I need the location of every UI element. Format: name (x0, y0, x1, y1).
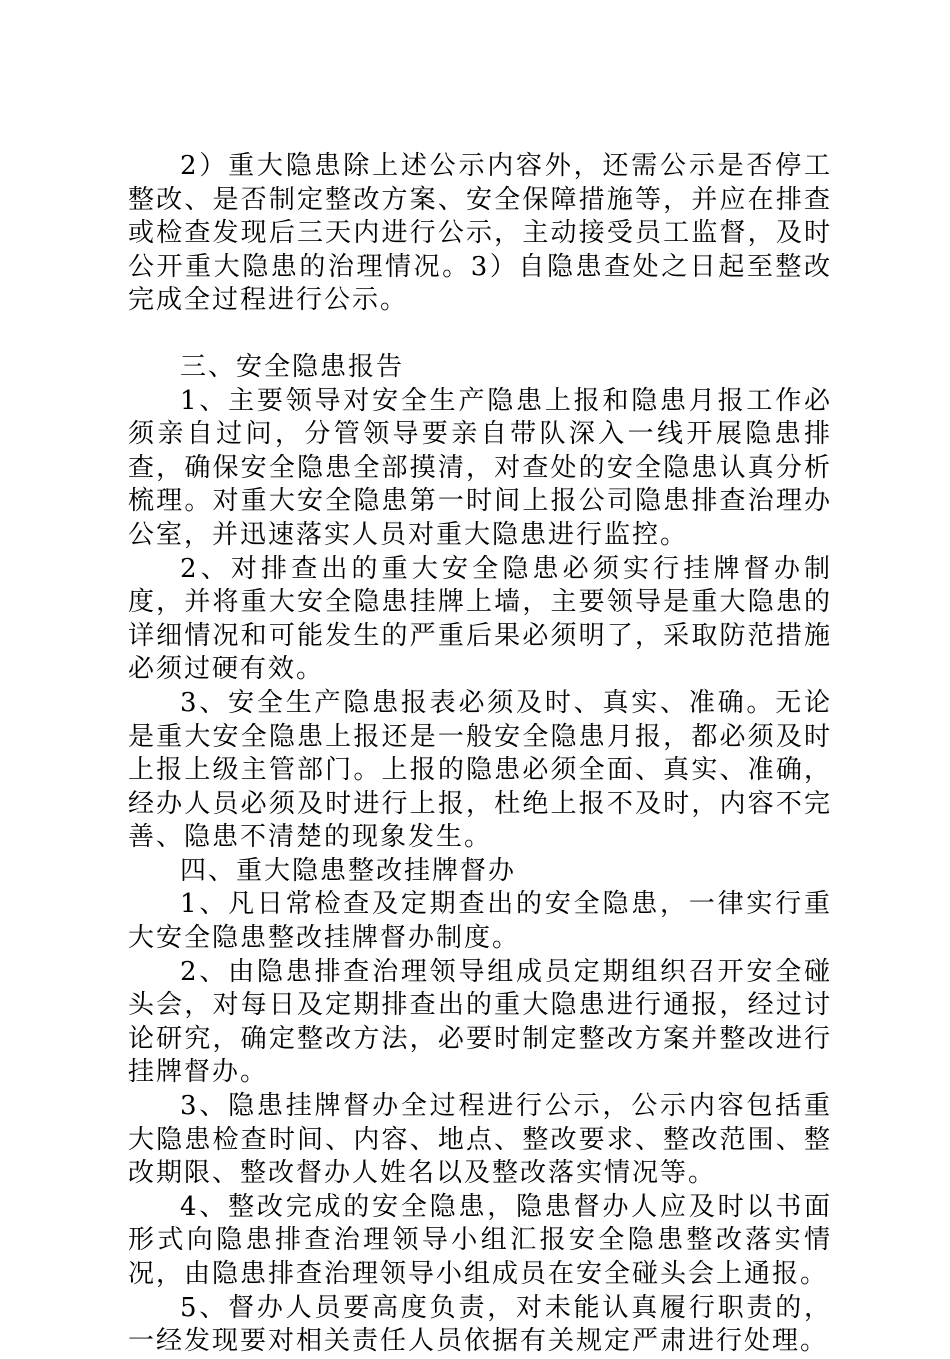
section-heading-4: 四、重大隐患整改挂牌督办 (180, 855, 517, 886)
paragraph-4-1: 1、凡日常检查及定期查出的安全隐患，一律实行重大安全隐患整改挂牌督办制度。 (128, 889, 832, 954)
paragraph-3-1: 1、主要领导对安全生产隐患上报和隐患月报工作必须亲自过问，分管领导要亲自带队深入一线开展隐患排查，确保安全隐患全部摸清，对查处的安全隐患认真分析梳理。对重大安全隐患第一时间上报公司隐患排查治理办公室，并迅速落实人员对重大隐患进行监控。 (128, 385, 832, 550)
section-heading-3: 三、安全隐患报告 (180, 351, 405, 382)
paragraph-4-3: 3、隐患挂牌督办全过程进行公示，公示内容包括重大隐患检查时间、内容、地点、整改要求、整改范围、整改期限、整改督办人姓名以及整改落实情况等。 (128, 1091, 832, 1189)
paragraph-publicity-rules: 2）重大隐患除上述公示内容外，还需公示是否停工整改、是否制定整改方案、安全保障措施等，并应在排查或检查发现后三天内进行公示，主动接受员工监督，及时公开重大隐患的治理情况。3）自隐患查处之日起至整改完成全过程进行公示。 (128, 151, 832, 316)
document-body (128, 150, 832, 1359)
paragraph-4-4: 4、整改完成的安全隐患，隐患督办人应及时以书面形式向隐患排查治理领导小组汇报安全隐患整改落实情况，由隐患排查治理领导小组成员在安全碰头会上通报。 (128, 1191, 832, 1289)
paragraph-4-5: 5、督办人员要高度负责，对未能认真履行职责的，一经发现要对相关责任人员依据有关规定严肃进行处理。 (128, 1292, 832, 1357)
paragraph-4-2: 2、由隐患排查治理领导组成员定期组织召开安全碰头会，对每日及定期排查出的重大隐患进行通报，经过讨论研究，确定整改方法，必要时制定整改方案并整改进行挂牌督办。 (128, 956, 832, 1088)
paragraph-3-3: 3、安全生产隐患报表必须及时、真实、准确。无论是重大安全隐患上报还是一般安全隐患月报，都必须及时上报上级主管部门。上报的隐患必须全面、真实、准确，经办人员必须及时进行上报，杜绝上报不及时，内容不完善、隐患不清楚的现象发生。 (128, 687, 832, 853)
paragraph-3-2: 2、对排查出的重大安全隐患必须实行挂牌督办制度，并将重大安全隐患挂牌上墙，主要领导是重大隐患的详细情况和可能发生的严重后果必须明了，采取防范措施必须过硬有效。 (128, 553, 832, 685)
